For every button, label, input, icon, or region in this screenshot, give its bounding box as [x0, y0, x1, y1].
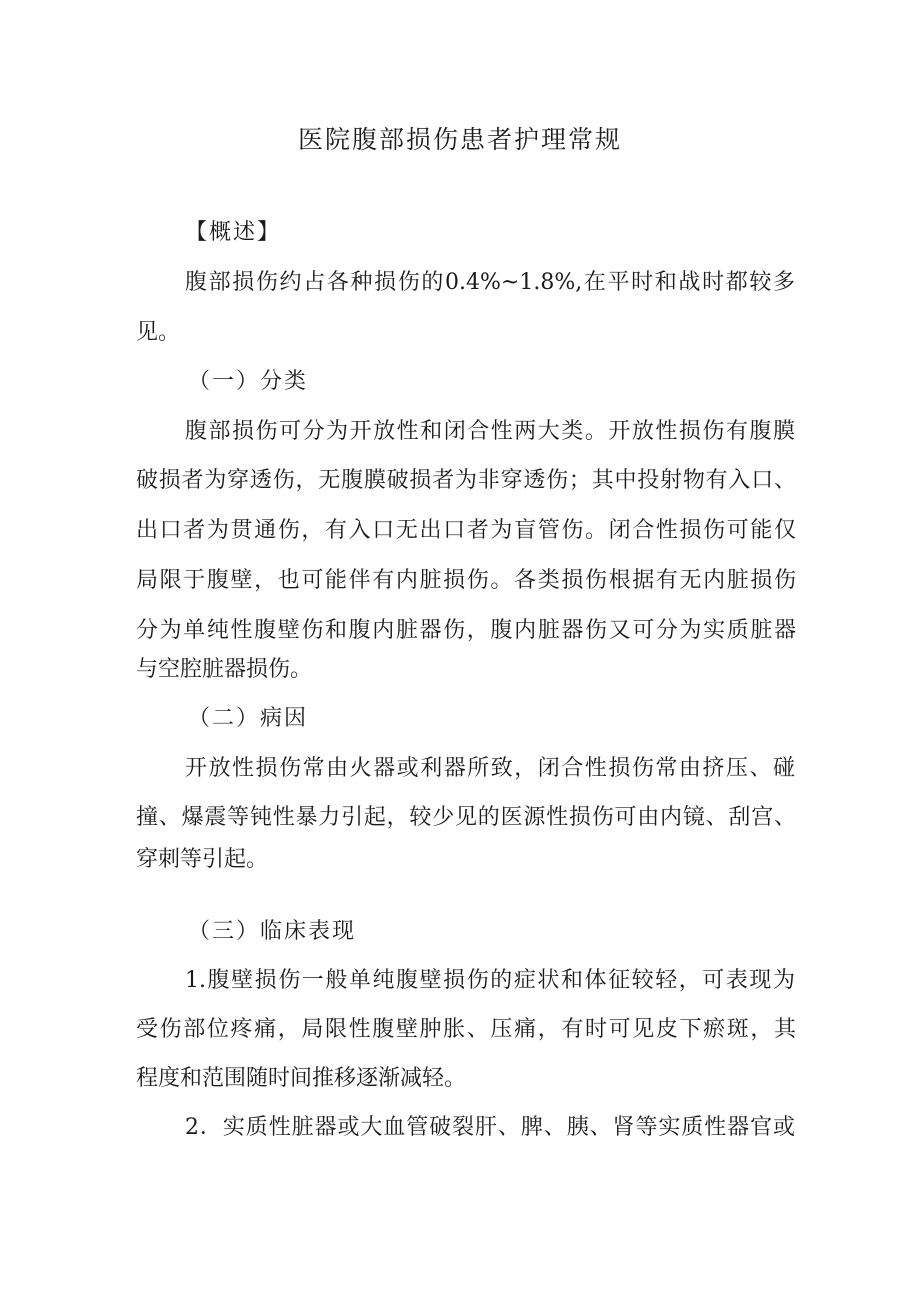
etiology-paragraph-line: 穿刺等引起。	[136, 847, 269, 872]
clinical-item-line: 程度和范围随时间推移逐渐减轻。	[136, 1066, 467, 1091]
classification-paragraph-line: 腹部损伤可分为开放性和闭合性两大类。开放性损伤有腹膜	[185, 419, 795, 444]
clinical-heading: （三）临床表现	[188, 919, 357, 944]
classification-paragraph-line: 破损者为穿透伤，无腹膜破损者为非穿透伤；其中投射物有入口、	[136, 468, 796, 493]
overview-paragraph-line: 见。	[136, 320, 181, 345]
classification-paragraph-line: 局限于腹壁，也可能伴有内脏损伤。各类损伤根据有无内脏损伤	[136, 568, 796, 593]
clinical-item-line: 受伤部位疼痛，局限性腹壁肿胀、压痛，有时可见皮下瘀斑，其	[136, 1017, 796, 1042]
clinical-item-line: 1.腹壁损伤一般单纯腹壁损伤的症状和体征较轻，可表现为	[185, 968, 795, 993]
classification-paragraph-line: 出口者为贯通伤，有入口无出口者为盲管伤。闭合性损伤可能仅	[136, 518, 796, 543]
clinical-item-line: 2．实质性脏器或大血管破裂肝、脾、胰、肾等实质性器官或	[185, 1115, 795, 1140]
overview-heading: 【概述】	[185, 220, 282, 245]
etiology-paragraph-line: 开放性损伤常由火器或利器所致，闭合性损伤常由挤压、碰	[185, 756, 795, 781]
classification-paragraph-line: 与空腔脏器损伤。	[136, 657, 313, 682]
document-title: 医院腹部损伤患者护理常规	[297, 125, 622, 154]
etiology-paragraph-line: 撞、爆震等钝性暴力引起，较少见的医源性损伤可由内镜、刮宫、	[136, 805, 796, 830]
etiology-heading: （二）病因	[188, 706, 309, 731]
classification-heading: （一）分类	[188, 369, 309, 394]
overview-paragraph-line: 腹部损伤约占各种损伤的0.4%~1.8%,在平时和战时都较多	[185, 270, 795, 295]
classification-paragraph-line: 分为单纯性腹壁伤和腹内脏器伤，腹内脏器伤又可分为实质脏器	[136, 618, 796, 643]
